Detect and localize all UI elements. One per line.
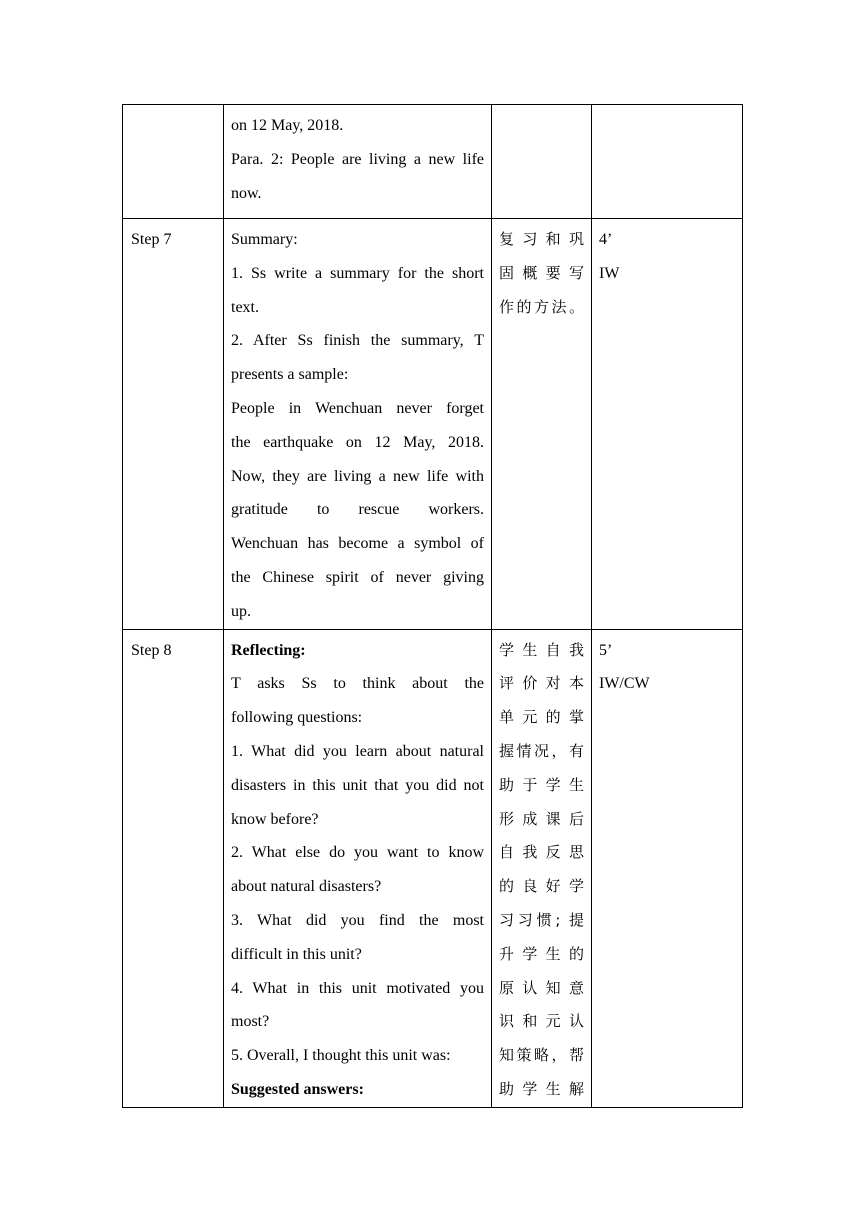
- content-line: Summary:: [231, 231, 298, 248]
- purpose-cell: [492, 219, 592, 630]
- table-row: [123, 219, 743, 630]
- purpose-line: 知策略，帮: [499, 1046, 584, 1065]
- purpose-line: 的良好学: [499, 877, 584, 896]
- content-line: now.: [231, 184, 262, 202]
- content-line: 1. Ss write a summary for the short: [231, 264, 484, 282]
- content-line: on 12 May, 2018.: [231, 117, 344, 134]
- content-line: the Chinese spirit of never giving: [231, 568, 484, 586]
- content-line: most?: [231, 1013, 270, 1031]
- step-cell: [123, 219, 224, 630]
- table-row: [123, 629, 743, 1107]
- purpose-line: 评价对本: [499, 674, 584, 693]
- purpose-line: 识和元认: [499, 1012, 584, 1031]
- step-cell: [123, 629, 224, 1107]
- purpose-line: 习习惯; 提: [499, 910, 584, 929]
- content-line: disasters in this unit that you did not: [231, 776, 484, 794]
- content-line: following questions:: [231, 709, 363, 727]
- content-line: the earthquake on 12 May, 2018.: [231, 433, 484, 451]
- content-line: Para. 2: People are living a new life: [231, 150, 484, 168]
- mode-value: IW/CW: [599, 675, 650, 693]
- content-line: Wenchuan has become a symbol of: [231, 535, 484, 553]
- content-line: 3. What did you find the most: [231, 911, 484, 929]
- content-cell: [224, 219, 492, 630]
- step-label: Step 7: [131, 231, 172, 248]
- content-line: text.: [231, 298, 259, 316]
- content-line: difficult in this unit?: [231, 945, 362, 963]
- time-mode-cell: [592, 629, 743, 1107]
- mode-value: IW: [599, 264, 620, 282]
- time-value: 4’: [599, 231, 613, 248]
- purpose-line: 助于学生: [499, 775, 584, 794]
- purpose-line: 升学生的: [499, 944, 584, 963]
- content-line: 5. Overall, I thought this unit was:: [231, 1047, 451, 1065]
- content-line: T asks Ss to think about the: [231, 675, 484, 693]
- purpose-line: 固概要写: [499, 263, 584, 282]
- content-cell: [224, 105, 492, 219]
- content-line: presents a sample:: [231, 366, 349, 384]
- content-line: 2. After Ss finish the summary, T: [231, 332, 484, 350]
- purpose-line: 复习和巩: [499, 230, 584, 248]
- content-line: 2. What else do you want to know: [231, 844, 484, 862]
- lesson-plan-table: [122, 104, 743, 1108]
- purpose-line: 原认知意: [499, 978, 584, 997]
- content-line: Now, they are living a new life with: [231, 467, 484, 485]
- purpose-line: 助学生解: [499, 1079, 584, 1098]
- content-line: Suggested answers:: [231, 1080, 364, 1098]
- content-line: up.: [231, 602, 251, 620]
- content-line: Reflecting:: [231, 641, 306, 659]
- step-cell: [123, 105, 224, 219]
- purpose-line: 形成课后: [499, 809, 584, 828]
- purpose-cell: [492, 629, 592, 1107]
- time-value: 5’: [599, 641, 613, 659]
- content-line: 1. What did you learn about natural: [231, 742, 484, 760]
- purpose-line: 学生自我: [499, 640, 584, 659]
- content-line: about natural disasters?: [231, 878, 382, 896]
- purpose-cell: [492, 105, 592, 219]
- content-line: 4. What in this unit motivated you: [231, 979, 484, 997]
- purpose-line: 单元的掌: [499, 708, 584, 727]
- content-line: gratitude to rescue workers.: [231, 501, 484, 519]
- content-line: People in Wenchuan never forget: [231, 399, 484, 417]
- content-line: know before?: [231, 810, 319, 828]
- time-mode-cell: [592, 219, 743, 630]
- content-cell: [224, 629, 492, 1107]
- time-mode-cell: [592, 105, 743, 219]
- purpose-line: 握情况，有: [499, 741, 584, 760]
- step-label: Step 8: [131, 641, 172, 659]
- purpose-line: 作的方法。: [499, 297, 584, 316]
- purpose-line: 自我反思: [499, 843, 584, 862]
- table-row: [123, 105, 743, 219]
